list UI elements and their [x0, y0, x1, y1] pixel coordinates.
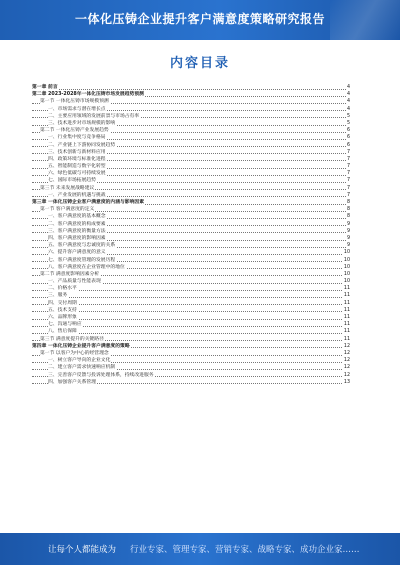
toc-entry-title: 一、产业发展的机遇与挑战 [48, 192, 106, 198]
toc-entry[interactable] [32, 221, 350, 228]
toc-entry-title: 七、客户满意度管理的发展历程 [48, 257, 116, 263]
toc-entry-title: 三、技术进步对市场规模的影响 [48, 120, 116, 126]
toc-entry[interactable] [32, 142, 350, 149]
toc-entry-title: 三、服务 [48, 293, 68, 299]
toc-entry[interactable] [32, 163, 350, 170]
toc-entry-title: 第一节 以客户为中心的经营理念 [40, 350, 109, 356]
toc-entry-title: 第二章 2023-2028年一体化压铸市场发展趋势预测 [32, 92, 144, 98]
toc-entry-page: 4 [346, 99, 350, 105]
toc-entry[interactable] [32, 242, 350, 249]
toc-entry-page: 8 [346, 207, 350, 213]
toc-entry-title: 二、客户满意度的构成要素 [48, 221, 106, 227]
toc-entry-title: 一、市场需求与潜在增长点 [48, 106, 106, 112]
toc-entry[interactable] [32, 84, 350, 91]
toc-entry-page: 7 [346, 164, 350, 170]
toc-entry[interactable] [32, 120, 350, 127]
toc-entry-title: 第一章 前言 [32, 85, 58, 90]
toc-entry[interactable] [32, 134, 350, 141]
toc-entry[interactable] [32, 149, 350, 156]
toc-entry-title: 第三章 一体化压铸企业客户满意度的内涵与影响因素 [32, 200, 145, 205]
toc-entry-page: 9 [346, 243, 350, 249]
toc-entry[interactable] [32, 379, 350, 386]
toc-entry[interactable] [32, 213, 350, 220]
toc-entry[interactable] [32, 127, 350, 134]
toc-entry-title: 第四章 一体化压铸企业提升客户满意度的策略 [32, 343, 130, 349]
toc-entry-page: 6 [346, 142, 350, 148]
toc-entry[interactable] [32, 257, 350, 264]
toc-entry-title: 五、技术支持 [48, 307, 77, 313]
toc-entry-title: 二、产业链上下游协同发展趋势 [48, 142, 116, 148]
toc-entry-page: 10 [343, 257, 350, 263]
toc-entry-page: 9 [346, 228, 350, 234]
toc-entry-title: 第一节 客户满意度的定义 [40, 207, 95, 213]
toc-entry-page: 12 [343, 372, 350, 378]
toc-entry-page: 7 [346, 192, 350, 198]
toc-entry-title: 第三节 满意度提升的关键路径 [40, 336, 104, 342]
toc-entry-title: 六、绿色低碳与可持续发展 [48, 171, 106, 177]
toc-entry-title: 第二节 满意度影响因素分析 [40, 271, 100, 277]
toc-entry-title: 八、售后保障 [48, 329, 77, 335]
toc-leader-dots [32, 89, 346, 90]
toc-entry-title: 二、主要应用领域的发展前景与市场占有率 [48, 113, 140, 119]
toc-entry-page: 11 [343, 307, 350, 313]
toc-leader-dots [32, 333, 346, 334]
toc-entry[interactable] [32, 343, 350, 350]
toc-entry[interactable] [32, 357, 350, 364]
toc-entry[interactable] [32, 199, 350, 206]
toc-entry-title: 二、价格水平 [48, 286, 77, 292]
toc-entry-title: 五、客户满意度与忠诚度的关系 [48, 243, 116, 249]
report-header [0, 0, 400, 40]
toc-entry-page: 7 [346, 156, 350, 162]
toc-entry[interactable] [32, 278, 350, 285]
toc-entry-title: 一、产品质量与性能表现 [48, 279, 101, 285]
toc-entry-title: 六、提升客户满意度的意义 [48, 250, 106, 256]
toc-entry[interactable] [32, 264, 350, 271]
toc-heading: 内容目录 [169, 56, 230, 71]
toc-entry[interactable] [32, 328, 350, 335]
toc-entry-page: 11 [343, 315, 350, 320]
toc-entry-page: 8 [346, 214, 350, 220]
toc-leader-dots [32, 311, 346, 312]
toc-leader-dots [32, 297, 346, 298]
toc-entry-page: 7 [346, 149, 350, 155]
toc-entry-title: 第二节 一体化压铸产业发展趋势 [40, 128, 109, 134]
toc-entry-title: 一、客户满意度的基本概念 [48, 214, 106, 220]
toc-entry[interactable] [32, 300, 350, 307]
toc-entry-page: 4 [346, 92, 350, 98]
toc-entry[interactable] [32, 350, 350, 357]
toc-entry-page: 11 [343, 293, 350, 299]
toc-entry-page: 4 [346, 85, 350, 90]
toc-entry[interactable] [32, 156, 350, 163]
toc-leader-dots [32, 319, 346, 320]
toc-entry-page: 9 [346, 235, 350, 241]
toc-entry[interactable] [32, 228, 350, 235]
toc-entry-page: 4 [346, 106, 350, 112]
toc-entry[interactable] [32, 336, 350, 343]
toc-entry[interactable] [32, 98, 350, 105]
toc-entry-page: 10 [343, 264, 350, 270]
toc-entry-title: 八、客户满意度在企业管理中的地位 [48, 264, 125, 270]
toc-entry-title: 四、政策环境与标准化进程 [48, 156, 106, 162]
toc-entry[interactable] [32, 177, 350, 184]
table-of-contents [32, 84, 350, 386]
report-title: 一体化压铸企业提升客户满意度策略研究报告 [74, 12, 325, 26]
toc-entry-title: 三、完善客户反馈与投诉处理体系，持续改进服务 [48, 372, 154, 378]
toc-entry-page: 10 [343, 279, 350, 285]
toc-entry-page: 12 [343, 350, 350, 356]
toc-entry-page: 7 [346, 185, 350, 191]
footer-slogan: 让每个人都能成为 [48, 545, 117, 555]
toc-entry-page: 6 [346, 128, 350, 134]
toc-entry-page: 10 [343, 271, 350, 277]
toc-entry[interactable] [32, 314, 350, 321]
toc-entry-title: 七、沟通与响应 [48, 322, 82, 328]
toc-entry[interactable] [32, 321, 350, 328]
toc-entry-title: 七、国际市场拓展趋势 [48, 178, 96, 184]
toc-entry-title: 第一节 一体化压铸市场规模预测 [40, 99, 109, 105]
toc-entry[interactable] [32, 271, 350, 278]
toc-entry-title: 一、行业集中度与竞争格局 [48, 135, 106, 141]
toc-entry-page: 6 [346, 135, 350, 141]
toc-entry[interactable] [32, 235, 350, 242]
toc-entry-page: 11 [343, 300, 350, 306]
footer-banner [0, 533, 400, 565]
toc-entry-page: 11 [343, 322, 350, 328]
toc-entry-title: 二、建立客户需求快速响应机制 [48, 365, 116, 371]
toc-entry-page: 13 [343, 379, 350, 385]
toc-entry[interactable] [32, 372, 350, 379]
toc-entry-page: 9 [346, 221, 350, 227]
toc-entry-title: 六、品牌形象 [48, 315, 77, 320]
toc-entry[interactable] [32, 292, 350, 299]
footer-tagline: 行业专家、管理专家、营销专家、战略专家、成功企业家…… [130, 545, 360, 555]
toc-entry-title: 五、智能制造与数字化转型 [48, 164, 106, 170]
toc-entry-page: 12 [343, 343, 350, 349]
toc-entry-page: 11 [343, 329, 350, 335]
toc-leader-dots [32, 290, 346, 291]
toc-entry[interactable] [32, 113, 350, 120]
toc-entry-page: 12 [343, 365, 350, 371]
toc-entry-page: 5 [346, 113, 350, 119]
toc-entry-title: 一、树立客户导向的企业文化 [48, 358, 111, 364]
toc-entry-page: 11 [343, 336, 350, 342]
toc-entry-title: 三、技术创新与新材料应用 [48, 149, 106, 155]
toc-entry-page: 7 [346, 171, 350, 177]
toc-entry[interactable] [32, 364, 350, 371]
toc-entry-page: 8 [346, 200, 350, 205]
toc-entry[interactable] [32, 185, 350, 192]
toc-entry[interactable] [32, 170, 350, 177]
toc-entry-page: 7 [346, 178, 350, 184]
toc-entry-page: 10 [343, 250, 350, 256]
toc-entry-title: 三、客户满意度的衡量方法 [48, 228, 106, 234]
toc-entry[interactable] [32, 206, 350, 213]
toc-entry-page: 11 [343, 286, 350, 292]
toc-entry-title: 四、交付周期 [48, 300, 77, 306]
toc-entry-title: 四、加强客户关系管理 [48, 379, 96, 385]
toc-entry-page: 5 [346, 120, 350, 126]
toc-entry-title: 第三节 未来发展战略建议 [40, 185, 95, 191]
toc-entry[interactable] [32, 192, 350, 199]
toc-entry[interactable] [32, 285, 350, 292]
toc-entry[interactable] [32, 106, 350, 113]
toc-leader-dots [32, 304, 346, 305]
toc-entry[interactable] [32, 249, 350, 256]
toc-entry[interactable] [32, 91, 350, 98]
toc-entry-title: 四、客户满意度的影响因素 [48, 235, 106, 241]
toc-entry[interactable] [32, 307, 350, 314]
toc-entry-page: 12 [343, 358, 350, 364]
